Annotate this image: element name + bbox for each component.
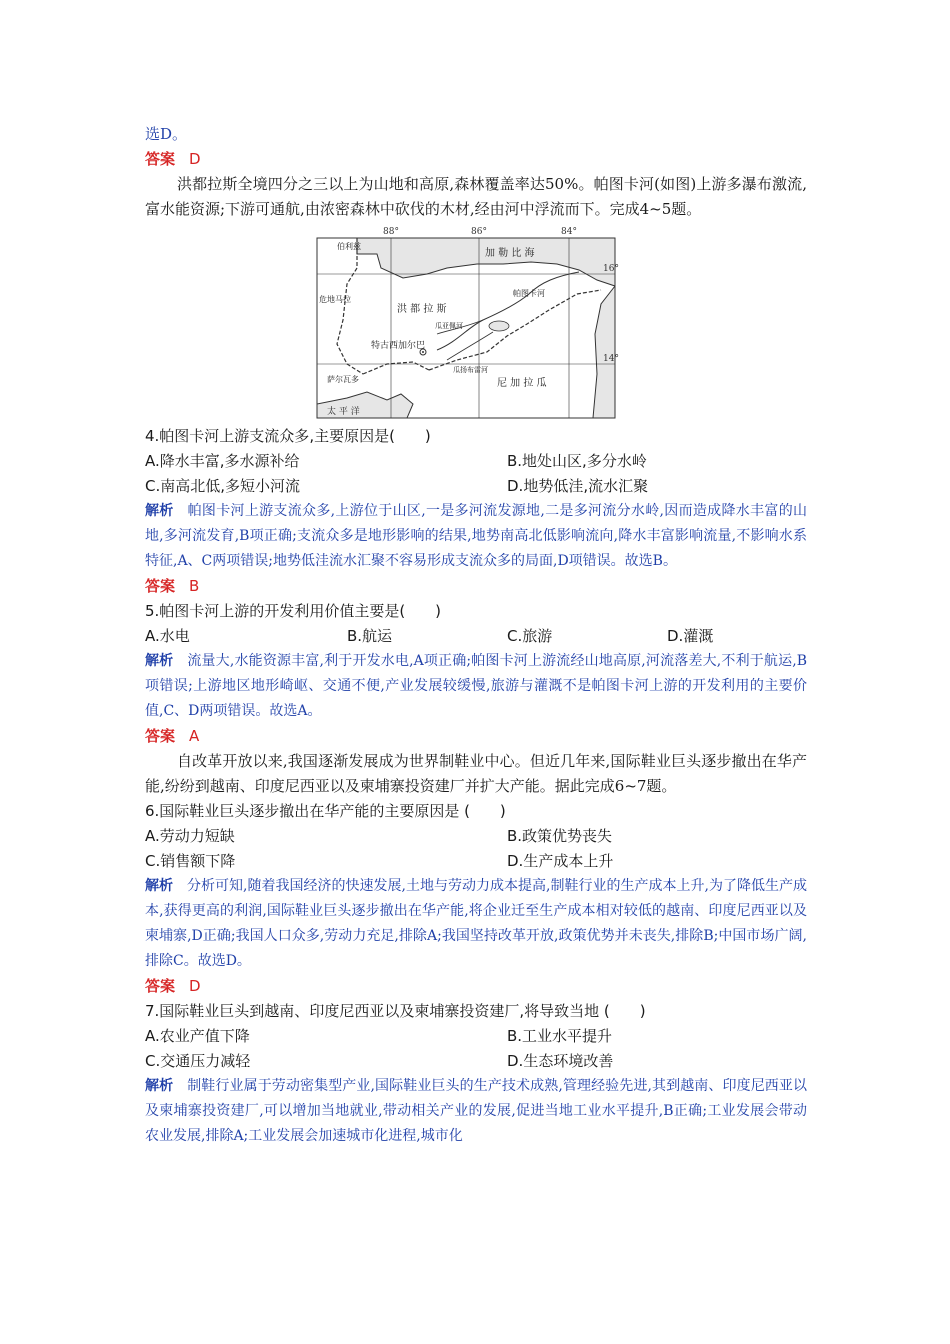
intro-paragraph-6-7: 自改革开放以来,我国逐渐发展成为世界制鞋业中心。但近几年来,国际鞋业巨头逐步撤出在华产能,纷纷到越南、印度尼西亚以及柬埔寨投资建厂并扩大产能。据此完成6~7题。 bbox=[145, 752, 807, 795]
q5-option-b: B.航运 bbox=[347, 627, 393, 645]
question-6-options bbox=[145, 824, 807, 874]
q4-analysis-text: 帕图卡河上游支流众多,上游位于山区,一是多河流发源地,二是多河流分水岭,因而造成降水丰富的山地,多河流发育,B项正确;支流众多是地形影响的结果,地势南高北低影响流向,降水丰富影响流量,不影响水系特征,A、C两项错误;地势低洼流水汇聚不容易形成支流众多的局面,D项错误。故选B。 bbox=[145, 503, 807, 569]
q4-option-c: C.南高北低,多短小河流 bbox=[145, 477, 301, 495]
q7-analysis bbox=[145, 1074, 807, 1149]
q5-analysis bbox=[145, 649, 807, 724]
answer-value: D bbox=[189, 150, 201, 168]
previous-analysis-tail: 选D。 bbox=[145, 125, 188, 143]
lon-label-86: 86° bbox=[471, 227, 487, 237]
question-5-stem: 5.帕图卡河上游的开发利用价值主要是( ) bbox=[145, 602, 442, 620]
q4-option-a: A.降水丰富,多水源补给 bbox=[145, 452, 300, 470]
label-el-salvador: 萨尔瓦多 bbox=[327, 375, 359, 384]
label-pacific: 太 平 洋 bbox=[327, 407, 360, 417]
q5-option-a: A.水电 bbox=[145, 627, 190, 645]
analysis-label: 解析 bbox=[145, 653, 174, 669]
honduras-map bbox=[317, 224, 617, 420]
q6-option-b: B.政策优势丧失 bbox=[507, 827, 613, 845]
q7-option-b: B.工业水平提升 bbox=[507, 1027, 613, 1045]
q4-option-b: B.地处山区,多分水岭 bbox=[507, 452, 647, 470]
lat-label-16: 16° bbox=[603, 264, 619, 274]
q7-option-c: C.交通压力减轻 bbox=[145, 1052, 251, 1070]
lake bbox=[489, 321, 509, 331]
answer-label: 答案 bbox=[145, 150, 176, 168]
q7-analysis-text: 制鞋行业属于劳动密集型产业,国际鞋业巨头的生产技术成熟,管理经验先进,其到越南、印度尼西亚以及柬埔寨投资建厂,可以增加当地就业,带动相关产业的发展,促进当地工业水平提升,B正确;工业发展会带动农业发展,排除A;工业发展会加速城市化进程,城市化 bbox=[145, 1078, 807, 1144]
label-tegucigalpa: 特古西加尔巴 bbox=[371, 341, 426, 351]
q4-analysis bbox=[145, 499, 807, 574]
label-guayambre-river: 瓜扬布雷河 bbox=[453, 366, 488, 374]
answer-line-q3 bbox=[145, 147, 807, 172]
question-7-stem: 7.国际鞋业巨头到越南、印度尼西亚以及柬埔寨投资建厂,将导致当地 ( ) bbox=[145, 1002, 646, 1020]
q4-option-d: D.地势低洼,流水汇聚 bbox=[507, 477, 649, 495]
label-belize: 伯利兹 bbox=[337, 242, 361, 251]
q6-option-d: D.生产成本上升 bbox=[507, 852, 614, 870]
lon-label-84: 84° bbox=[561, 227, 577, 237]
label-caribbean: 加 勒 比 海 bbox=[485, 248, 535, 259]
answer-value: D bbox=[189, 977, 201, 995]
q7-option-d: D.生态环境改善 bbox=[507, 1052, 614, 1070]
answer-label: 答案 bbox=[145, 577, 176, 595]
answer-line-q4 bbox=[145, 574, 807, 599]
analysis-label: 解析 bbox=[145, 503, 174, 519]
q5-analysis-text: 流量大,水能资源丰富,利于开发水电,A项正确;帕图卡河上游流经山地高原,河流落差大,不利于航运,B项错误;上游地区地形崎岖、交通不便,产业发展较缓慢,旅游与灌溉不是帕图卡河上游的开发利用的主要价值,C、D两项错误。故选A。 bbox=[145, 653, 807, 719]
analysis-label: 解析 bbox=[145, 878, 174, 894]
answer-label: 答案 bbox=[145, 977, 176, 995]
label-honduras: 洪 都 拉 斯 bbox=[397, 304, 447, 315]
q6-analysis-text: 分析可知,随着我国经济的快速发展,土地与劳动力成本提高,制鞋行业的生产成本上升,为了降低生产成本,获得更高的利润,国际鞋业巨头逐步撤出在华产能,将企业迁至生产成本相对较低的越南、印度尼西亚以及柬埔寨,D正确;我国人口众多,劳动力充足,排除A;我国坚持改革开放,政策优势并未丧失,排除B;中国市场广阔,排除C。故选D。 bbox=[145, 878, 807, 969]
q7-option-a: A.农业产值下降 bbox=[145, 1027, 250, 1045]
question-5-options bbox=[145, 624, 807, 649]
answer-value: B bbox=[189, 577, 200, 595]
answer-label: 答案 bbox=[145, 727, 176, 745]
document-page bbox=[145, 122, 807, 1149]
answer-line-q5 bbox=[145, 724, 807, 749]
question-6-stem: 6.国际鞋业巨头逐步撤出在华产能的主要原因是 ( ) bbox=[145, 802, 506, 820]
question-7-options bbox=[145, 1024, 807, 1074]
analysis-label: 解析 bbox=[145, 1078, 174, 1094]
label-guayape-river: 瓜亚佩河 bbox=[435, 322, 463, 330]
q6-analysis bbox=[145, 874, 807, 974]
intro-paragraph-4-5: 洪都拉斯全境四分之三以上为山地和高原,森林覆盖率达50%。帕图卡河(如图)上游多瀑布激流,富水能资源;下游可通航,由浓密森林中砍伐的木材,经由河中浮流而下。完成4~5题。 bbox=[145, 175, 807, 218]
lat-label-14: 14° bbox=[603, 354, 619, 364]
question-4-stem: 4.帕图卡河上游支流众多,主要原因是( ) bbox=[145, 427, 431, 445]
lon-label-88: 88° bbox=[383, 227, 399, 237]
label-guatemala: 危地马拉 bbox=[319, 295, 351, 304]
q6-option-c: C.销售额下降 bbox=[145, 852, 236, 870]
answer-line-q6 bbox=[145, 974, 807, 999]
answer-value: A bbox=[189, 727, 200, 745]
q5-option-c: C.旅游 bbox=[507, 627, 553, 645]
question-4-options bbox=[145, 449, 807, 499]
q5-option-d: D.灌溉 bbox=[667, 627, 714, 645]
label-patuca-river: 帕图卡河 bbox=[513, 289, 545, 298]
q6-option-a: A.劳动力短缺 bbox=[145, 827, 235, 845]
honduras-map-figure bbox=[145, 224, 807, 420]
label-nicaragua: 尼 加 拉 瓜 bbox=[497, 378, 547, 389]
